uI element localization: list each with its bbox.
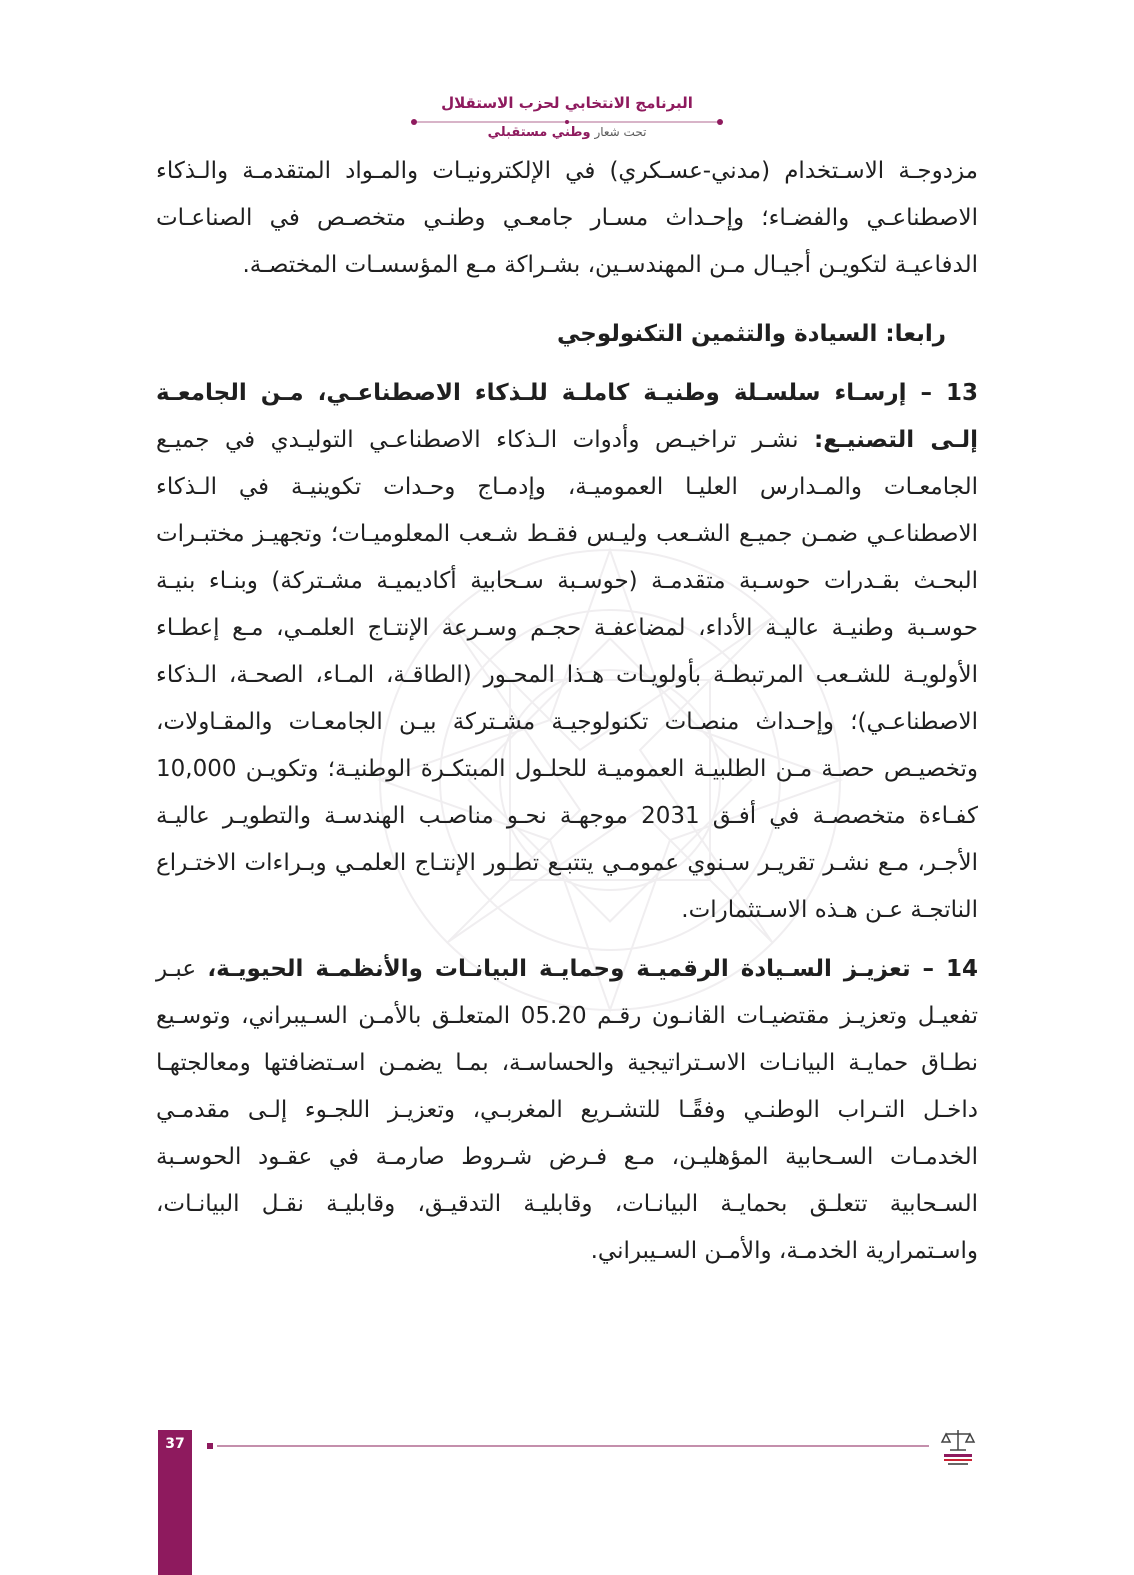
party-scales-logo-icon: [938, 1424, 978, 1468]
campaign-slogan: وطني مستقبلي: [487, 125, 591, 140]
item-14-paragraph: [156, 946, 978, 1275]
item-13-lead: 13 – إرسـاء سلسـلة وطنيـة كاملـة للـذكاء الاصطناعـي، مـن الجامعـة إلـى التصنيـع:: [156, 380, 978, 453]
header-title: البرنامج الانتخابي لحزب الاستقلال: [441, 94, 693, 112]
intro-paragraph: مزدوجـة الاسـتخدام (مدني-عسـكري) في الإلكترونيـات والمـواد المتقدمـة والـذكاء الاصطناعـي والفضـاء؛ وإحـداث مسـار جامعـي وطنـي متخصـص في الصناعـات الدفاعيـة لتكويـن أجيـال مـن المهندسـين، بشـراكة مـع المؤسسـات المختصـة.: [156, 158, 978, 278]
item-14-lead: 14 – تعزيـز السـيادة الرقميـة وحمايـة البيانـات والأنظمـة الحيويـة،: [207, 956, 978, 982]
section-heading: رابعا: السيادة والتثمين التكنولوجي: [556, 321, 946, 347]
item-14-text: عبـر تفعيـل وتعزيـز مقتضيـات القانـون رقـم 05.20 المتعلـق بالأمـن السـيبراني، وتوسـيع نطـاق حمايـة البيانـات الاسـتراتيجية والحساسـة، بمـا يضمـن اسـتضافتها ومعالجتهـا داخـل التـراب الوطنـي وفقًـا للتشـريع المغربـي، وتعزيـز اللجـوء إلـى مقدمـي الخدمـات السـحابية المؤهليـن، مـع فـرض شـروط صارمـة في عقـود الحوسـبة السـحابية تتعلـق بحمايـة البيانـات، وقابليـة التدقيـق، وقابليـة نقـل البيانـات، واسـتمرارية الخدمـة، والأمـن السـيبراني.: [156, 956, 979, 1264]
subtitle-prefix: تحت شعار: [594, 125, 647, 139]
item-13-text: نشـر تراخيـص وأدوات الـذكاء الاصطناعـي التوليـدي في جميـع الجامعـات والمـدارس العليـا العموميـة، وإدمـاج وحـدات تكوينيـة في الـذكاء الاصطناعـي ضمـن جميـع الشـعب وليـس فقـط شـعب المعلوميـات؛ وتجهيـز مختبـرات البحـث بقـدرات حوسـبة متقدمـة (حوسـبة سـحابية أكاديميـة مشـتركة) وبنـاء بنيـة حوسـبة وطنيـة عاليـة الأداء، لمضاعفـة حجـم وسـرعة الإنتـاج العلمـي، مـع إعطـاء الأولويـة للشـعب المرتبطـة بأولويـات هـذا المحـور (الطاقـة، المـاء، الصحـة، الـذكاء الاصطناعـي)؛ وإحـداث منصـات تكنولوجيـة مشـتركة بيـن الجامعـات والمقـاولات، وتخصيـص حصـة مـن الطلبيـة العموميـة للحلـول المبتكـرة الوطنيـة؛ وتكويـن 10,000 كفـاءة متخصصـة في أفـق 2031 موجهـة نحـو مناصـب الهندسـة والتطويـر عاليـة الأجـر، مـع نشـر تقريـر سـنوي عمومـي يتتبـع تطـور الإنتـاج العلمـي وبـراءات الاختـراع الناتجـة عـن هـذه الاسـتثمارات.: [156, 427, 978, 923]
page-number: 37: [165, 1436, 185, 1452]
item-13-paragraph: [156, 370, 978, 934]
page-content: [156, 148, 978, 1275]
page-header: [0, 92, 1134, 141]
header-ornament-rule: [410, 117, 724, 127]
footer-ornament-rule: [207, 1441, 929, 1451]
